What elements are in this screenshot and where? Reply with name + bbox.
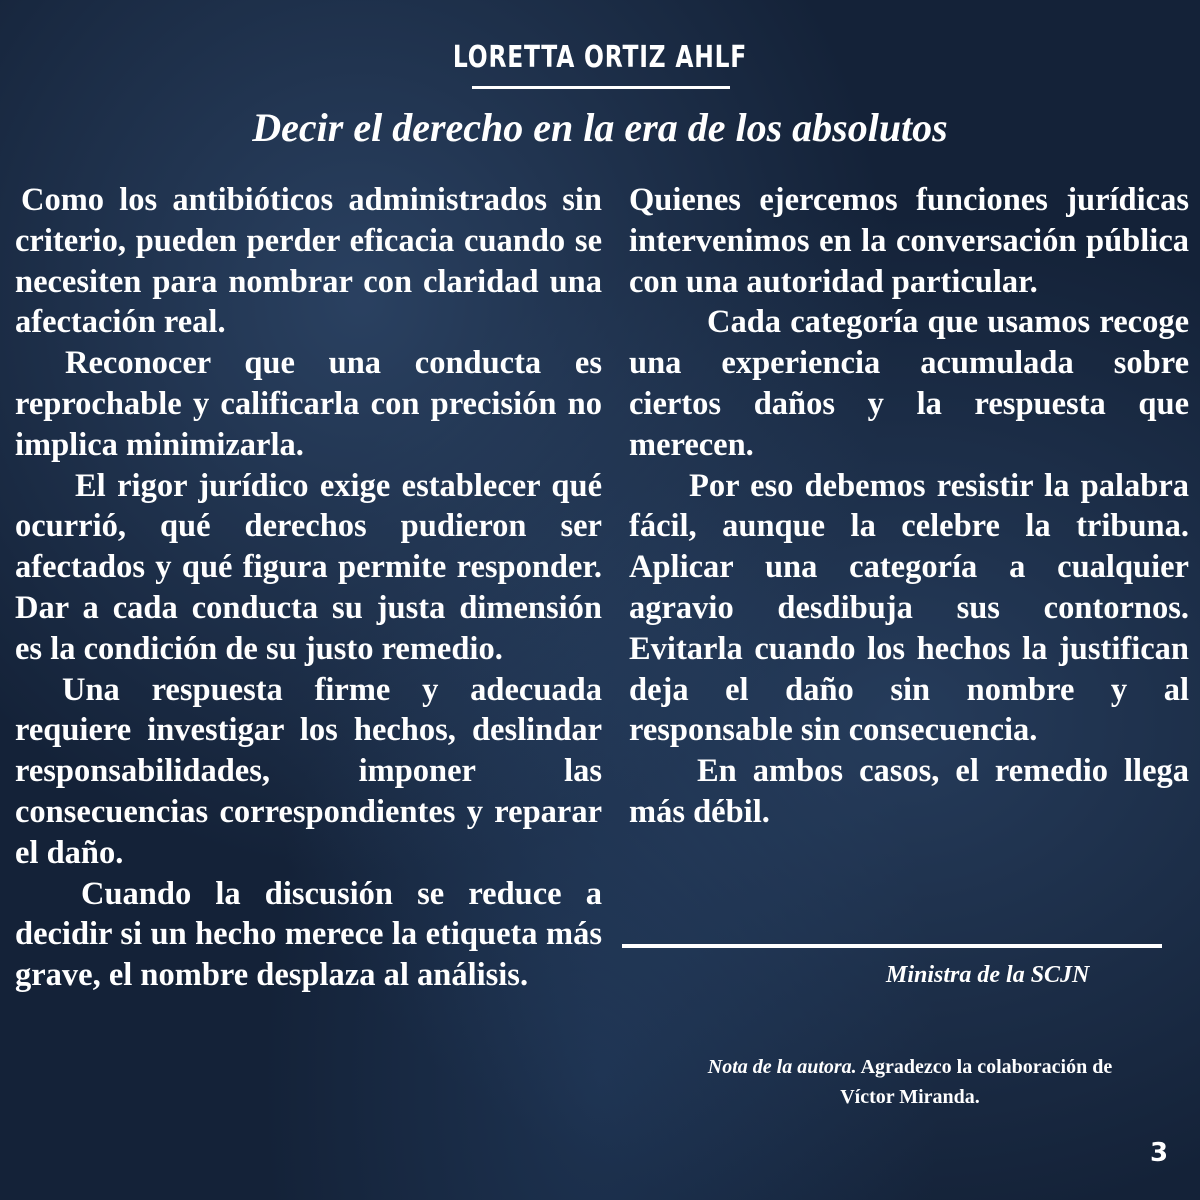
article-title: Decir el derecho en la era de los absolutos	[252, 105, 948, 150]
page-number: 3	[1150, 1138, 1169, 1168]
paragraph: En ambos casos, el remedio llega más débil.	[629, 753, 1189, 830]
left-column	[15, 180, 602, 996]
author-underline	[472, 86, 730, 89]
note-lead: Nota de la autora.	[707, 1056, 857, 1078]
author-note	[690, 1052, 1130, 1112]
paragraph: Quienes ejercemos funciones jurídicas intervenimos en la conversación pública con una autoridad particular.	[629, 182, 1189, 300]
paragraph: Cada categoría que usamos recoge una experiencia acumulada sobre ciertos daños y la respuesta que merecen.	[629, 304, 1189, 463]
author-name: LORETTA ORTIZ AHLF	[452, 40, 748, 75]
paragraph: El rigor jurídico exige establecer qué ocurrió, qué derechos pudieron ser afectados y qué figura permite responder. Dar a cada conducta su justa dimensión es la condición de su justo remedio.	[15, 467, 602, 667]
paragraph: Por eso debemos resistir la palabra fácil, aunque la celebre la tribuna. Aplicar una categoría a cualquier agravio desdibuja sus contornos. Evitarla cuando los hechos la justifican deja el daño sin nombre y al responsable sin consecuencia.	[629, 467, 1189, 749]
paragraph: Cuando la discusión se reduce a decidir si un hecho merece la etiqueta más grave, el nombre desplaza al análisis.	[15, 875, 602, 994]
paragraph: Reconocer que una conducta es reprochable y calificarla con precisión no implica minimizarla.	[15, 345, 602, 463]
author-role: Ministra de la SCJN	[886, 962, 1090, 988]
signature-rule	[622, 944, 1162, 948]
paragraph: Como los antibióticos administrados sin criterio, pueden perder eficacia cuando se necesiten para nombrar con claridad una afectación real.	[15, 182, 602, 341]
note-text: Agradezco la colaboración de Víctor Miranda.	[840, 1056, 1113, 1108]
paragraph: Una respuesta firme y adecuada requiere investigar los hechos, deslindar responsabilidades, imponer las consecuencias correspondientes y reparar el daño.	[15, 671, 602, 871]
right-column	[629, 180, 1189, 833]
